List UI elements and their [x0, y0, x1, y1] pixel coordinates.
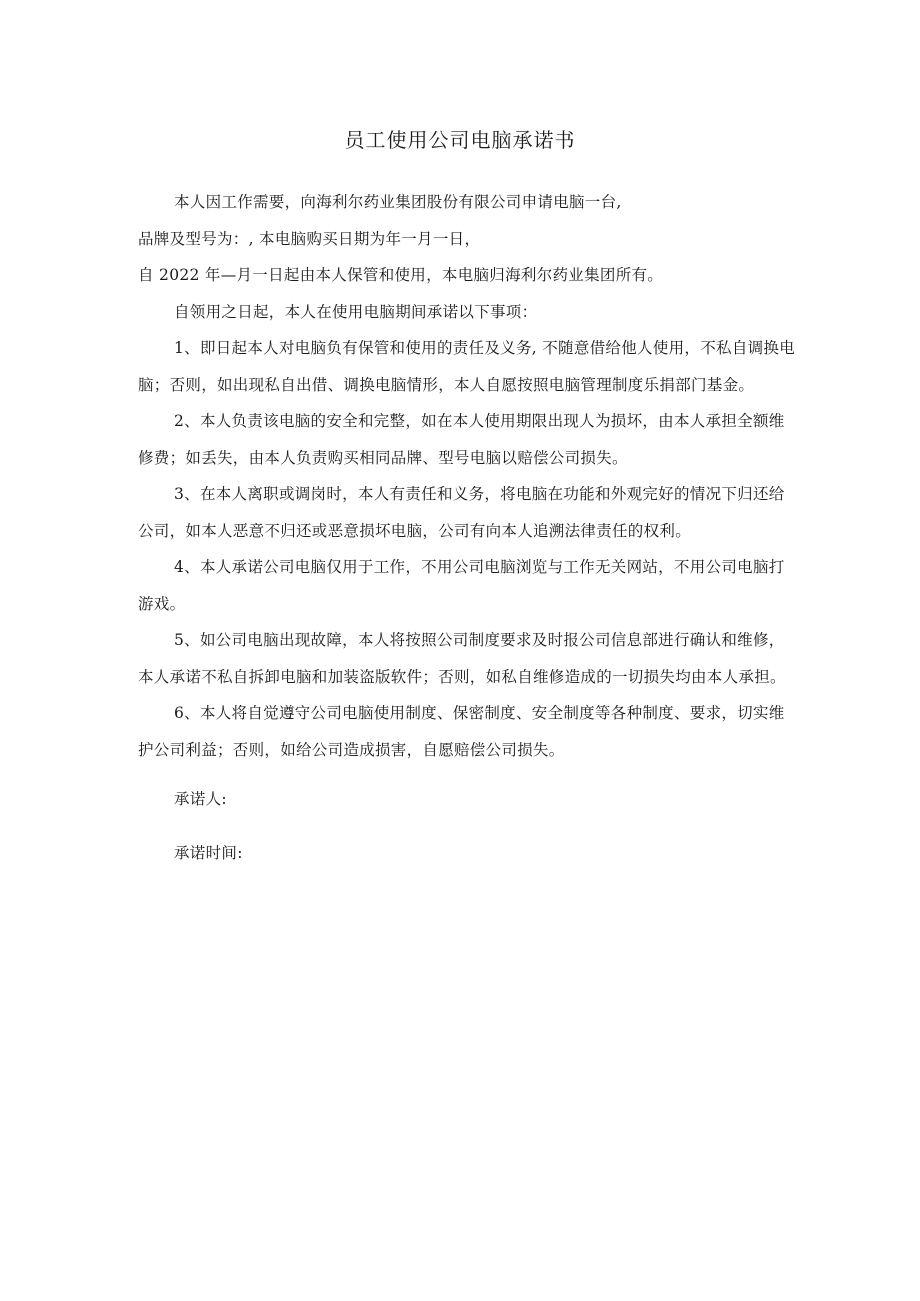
- commitment-item-1: 1、即日起本人对电脑负有保管和使用的责任及义务, 不随意借给他人使用，不私自调换电脑；否则，如出现私自出借、调换电脑情形，本人自愿按照电脑管理制度乐捐部门基金。: [138, 339, 796, 394]
- commitment-item-3: 3、在本人离职或调岗时，本人有责任和义务，将电脑在功能和外观完好的情况下归还给公司，如本人恶意不归还或恶意损坏电脑，公司有向本人追溯法律责任的权利。: [138, 485, 785, 540]
- commitment-item-5: 5、如公司电脑出现故障，本人将按照公司制度要求及时报公司信息部进行确认和维修，本人承诺不私自拆卸电脑和加装盗版软件；否则，如私自维修造成的一切损失均由本人承担。: [138, 631, 786, 686]
- intro-line-3: 自 2022 年—月一日起由本人保管和使用，本电脑归海利尔药业集团所有。: [138, 266, 664, 284]
- document-body: [138, 184, 798, 876]
- intro-line-2: 品牌及型号为：, 本电脑购买日期为年一月一日，: [138, 229, 481, 248]
- commitment-item-2: 2、本人负责该电脑的安全和完整，如在本人使用期限出现人为损坏，由本人承担全额维修费；如丢失，由本人负责购买相同品牌、型号电脑以赔偿公司损失。: [138, 412, 785, 467]
- commitment-item-6: 6、本人将自觉遵守公司电脑使用制度、保密制度、安全制度等各种制度、要求，切实维护公司利益；否则，如给公司造成损害，自愿赔偿公司损失。: [138, 704, 785, 759]
- page-title: 员工使用公司电脑承诺书: [344, 128, 576, 152]
- commitment-item-4: 4、本人承诺公司电脑仅用于工作，不用公司电脑浏览与工作无关网站，不用公司电脑打游戏。: [138, 558, 785, 613]
- intro-line-1: 本人因工作需要，向海利尔药业集团股份有限公司申请电脑一台,: [174, 193, 622, 211]
- preface-paragraph: 自领用之日起，本人在使用电脑期间承诺以下事项：: [174, 302, 538, 321]
- signer-label: 承诺人:: [174, 790, 227, 808]
- date-label: 承诺时间:: [174, 844, 243, 862]
